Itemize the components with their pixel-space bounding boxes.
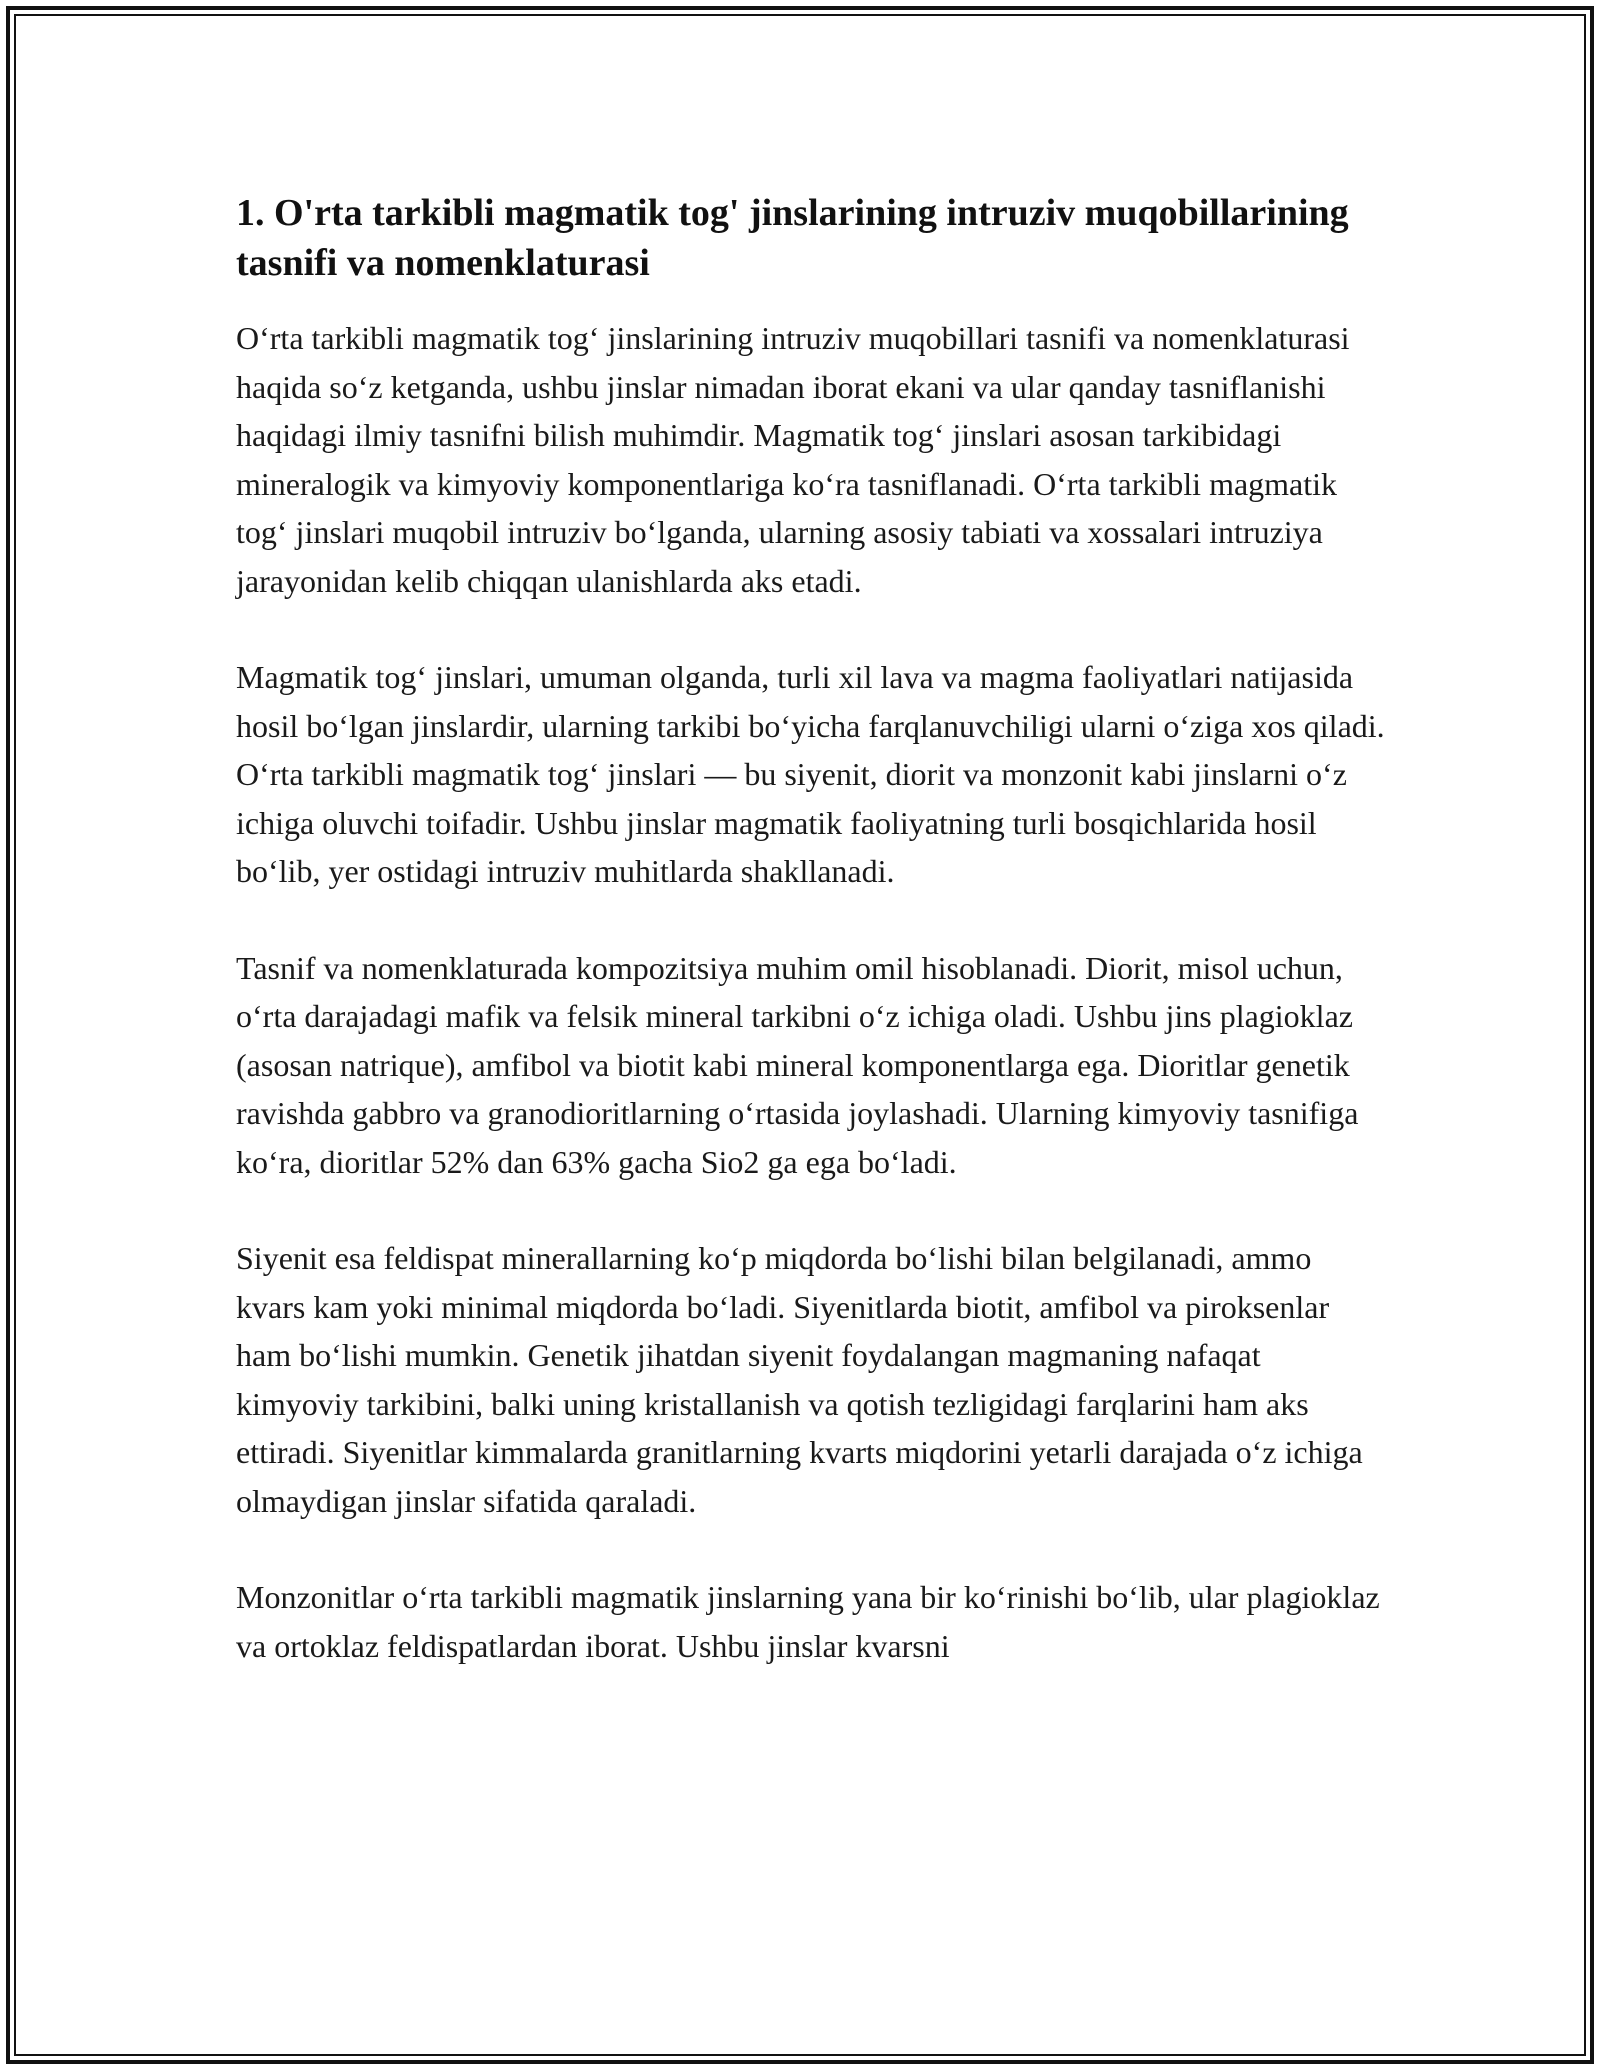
paragraph-1: O‘rta tarkibli magmatik tog‘ jinslarining intruziv muqobillari tasnifi va nomenklaturasi haqida so‘z ketganda, ushbu jinslar nimadan iborat ekani va ular qanday tasniflanishi haqidagi ilmiy tasnifni bilish muhimdir. Magmatik tog‘ jinslari asosan tarkibidagi mineralogik va kimyoviy komponentlariga ko‘ra tasniflanadi. O‘rta tarkibli magmatik tog‘ jinslari muqobil intruziv bo‘lganda, ularning asosiy tabiati va xossalari intruziya jarayonidan kelib chiqqan ulanishlarda aks etadi. <box>236 320 1350 599</box>
paragraph-5: Monzonitlar o‘rta tarkibli magmatik jinslarning yana bir ko‘rinishi bo‘lib, ular plagioklaz va ortoklaz feldispatlardan iborat. Ushbu jinslar kvarsni <box>236 1579 1380 1664</box>
paragraph-2: Magmatik tog‘ jinslari, umuman olganda, turli xil lava va magma faoliyatlari natijasida hosil bo‘lgan jinslardir, ularning tarkibi bo‘yicha farqlanuvchiligi ularni o‘ziga xos qiladi. O‘rta tarkibli magmatik tog‘ jinslari — bu siyenit, diorit va monzonit kabi jinslarni o‘z ichiga oluvchi toifadir. Ushbu jinslar magmatik faoliyatning turli bosqichlarida hosil bo‘lib, yer ostidagi intruziv muhitlarda shakllanadi. <box>236 659 1385 889</box>
paragraph-3: Tasnif va nomenklaturada kompozitsiya muhim omil hisoblanadi. Diorit, misol uchun, o‘rta darajadagi mafik va felsik mineral tarkibni o‘z ichiga oladi. Ushbu jins plagioklaz (asosan natrique), amfibol va biotit kabi mineral komponentlarga ega. Dioritlar genetik ravishda gabbro va granodioritlarning o‘rtasida joylashadi. Ularning kimyoviy tasnifiga ko‘ra, dioritlar 52% dan 63% gacha Sio2 ga ega bo‘ladi. <box>236 949 1359 1180</box>
paragraph-4: Siyenit esa feldispat minerallarning ko‘p miqdorda bo‘lishi bilan belgilanadi, ammo kvars kam yoki minimal miqdorda bo‘ladi. Siyenitlarda biotit, amfibol va piroksenlar ham bo‘lishi mumkin. Genetik jihatdan siyenit foydalangan magmaning nafaqat kimyoviy tarkibini, balki uning kristallanish va qotish tezligidagi farqlarini ham aks ettiradi. Siyenitlar kimmalarda granitlarning kvarts miqdorini yetarli darajada o‘z ichiga olmaydigan jinslar sifatida qaraladi. <box>236 1240 1363 1519</box>
section-heading: 1. O'rta tarkibli magmatik tog' jinslarining intruziv muqobillarining tasnifi va nomenklaturasi <box>236 192 1349 284</box>
document-body <box>236 188 1386 1718</box>
